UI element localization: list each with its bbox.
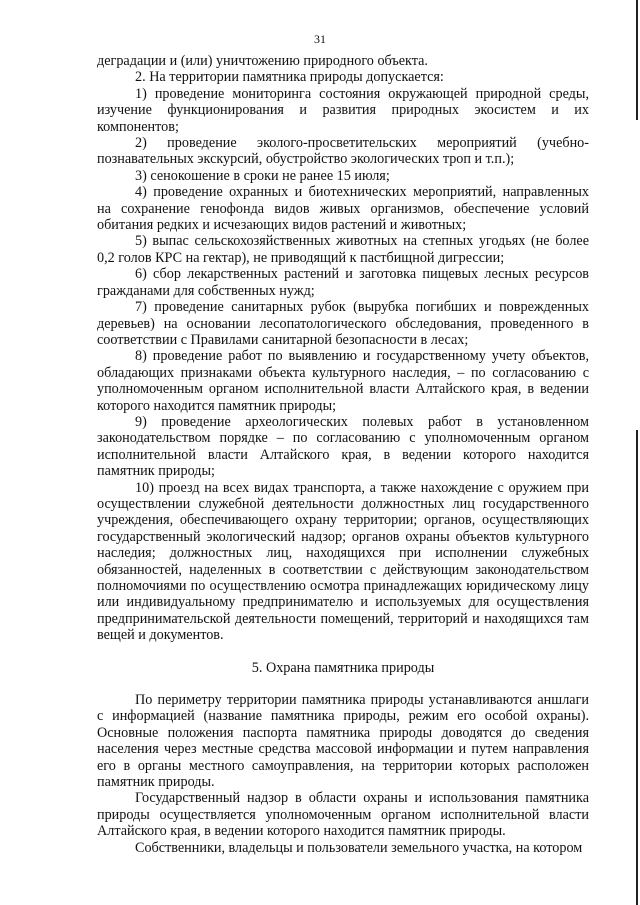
scan-edge-mark [636, 0, 638, 120]
paragraph-permitted-intro: 2. На территории памятника природы допускается: [135, 69, 444, 86]
list-item-5: 5) выпас сельскохозяйственных животных на степных угодьях (не более 0,2 голов КРС на гектар), не приводящий к пастбищной дигрессии; [97, 233, 589, 266]
list-item-9: 9) проведение археологических полевых работ в установленном законодательством порядке – по согласованию с уполномоченным органом исполнительной власти Алтайского края, в ведении которого находится памятник природы; [97, 413, 589, 480]
list-item-2: 2) проведение эколого-просветительских мероприятий (учебно-познавательных экскурсий, обустройство экологических троп и т.п.); [97, 135, 589, 168]
list-item-4: 4) проведение охранных и биотехнических мероприятий, направленных на сохранение генофонда видов живых организмов, обеспечение условий обитания редких и исчезающих видов растений и животных; [97, 184, 589, 234]
document-body [97, 53, 589, 856]
list-item-3: 3) сенокошение в сроки не ранее 15 июля; [135, 167, 390, 184]
list-item-10: 10) проезд на всех видах транспорта, а также нахождение с оружием при осуществлении служебной деятельности должностных лиц государственного учреждения, обеспечивающего охрану территории; органов, осуществляющих государственный экологический надзор; органов охраны объектов культурного наследия; должностных лиц, находящихся при исполнении служебных обязанностей, наделенных в соответствии с действующим законодательством полномочиями по осуществлению осмотра принадлежащих юридическому лицу или индивидуальному предпринимателю и используемых для осуществления предпринимательской деятельности помещений, территорий и находящихся там вещей и документов. [97, 479, 589, 644]
section-paragraph: Собственники, владельцы и пользователи земельного участка, на котором [135, 839, 583, 856]
scan-edge-mark [636, 430, 638, 905]
section-paragraph: Государственный надзор в области охраны и использования памятника природы осуществляется уполномоченным органом исполнительной власти Алтайского края, в ведении которого находится памятник природы. [97, 790, 589, 840]
list-item-1: 1) проведение мониторинга состояния окружающей природной среды, изучение функционирования и развития природных экосистем и их компонентов; [97, 85, 589, 135]
list-item-7: 7) проведение санитарных рубок (вырубка погибших и поврежденных деревьев) на основании лесопатологического обследования, проведенного в соответствии с Правилами санитарной безопасности в лесах; [97, 299, 589, 348]
section-paragraph: По периметру территории памятника природы устанавливаются аншлаги с информацией (название памятника природы, режим его особой охраны). Основные положения паспорта памятника природы доводятся до сведения населения через местные средства массовой информации и путем направления его в органы местного самоуправления, на территории которых расположен памятник природы. [97, 692, 589, 791]
list-item-8: 8) проведение работ по выявлению и государственному учету объектов, обладающих признаками объекта культурного наследия, – по согласованию с уполномоченным органом исполнительной власти Алтайского края, в ведении которого находится памятник природы; [97, 348, 589, 414]
page-number: 31 [314, 32, 326, 46]
paragraph-continuation: деградации и (или) уничтожению природного объекта. [97, 53, 428, 69]
list-item-6: 6) сбор лекарственных растений и заготовка пищевых лесных ресурсов гражданами для собственных нужд; [97, 266, 589, 299]
section-heading: 5. Охрана памятника природы [251, 659, 435, 676]
